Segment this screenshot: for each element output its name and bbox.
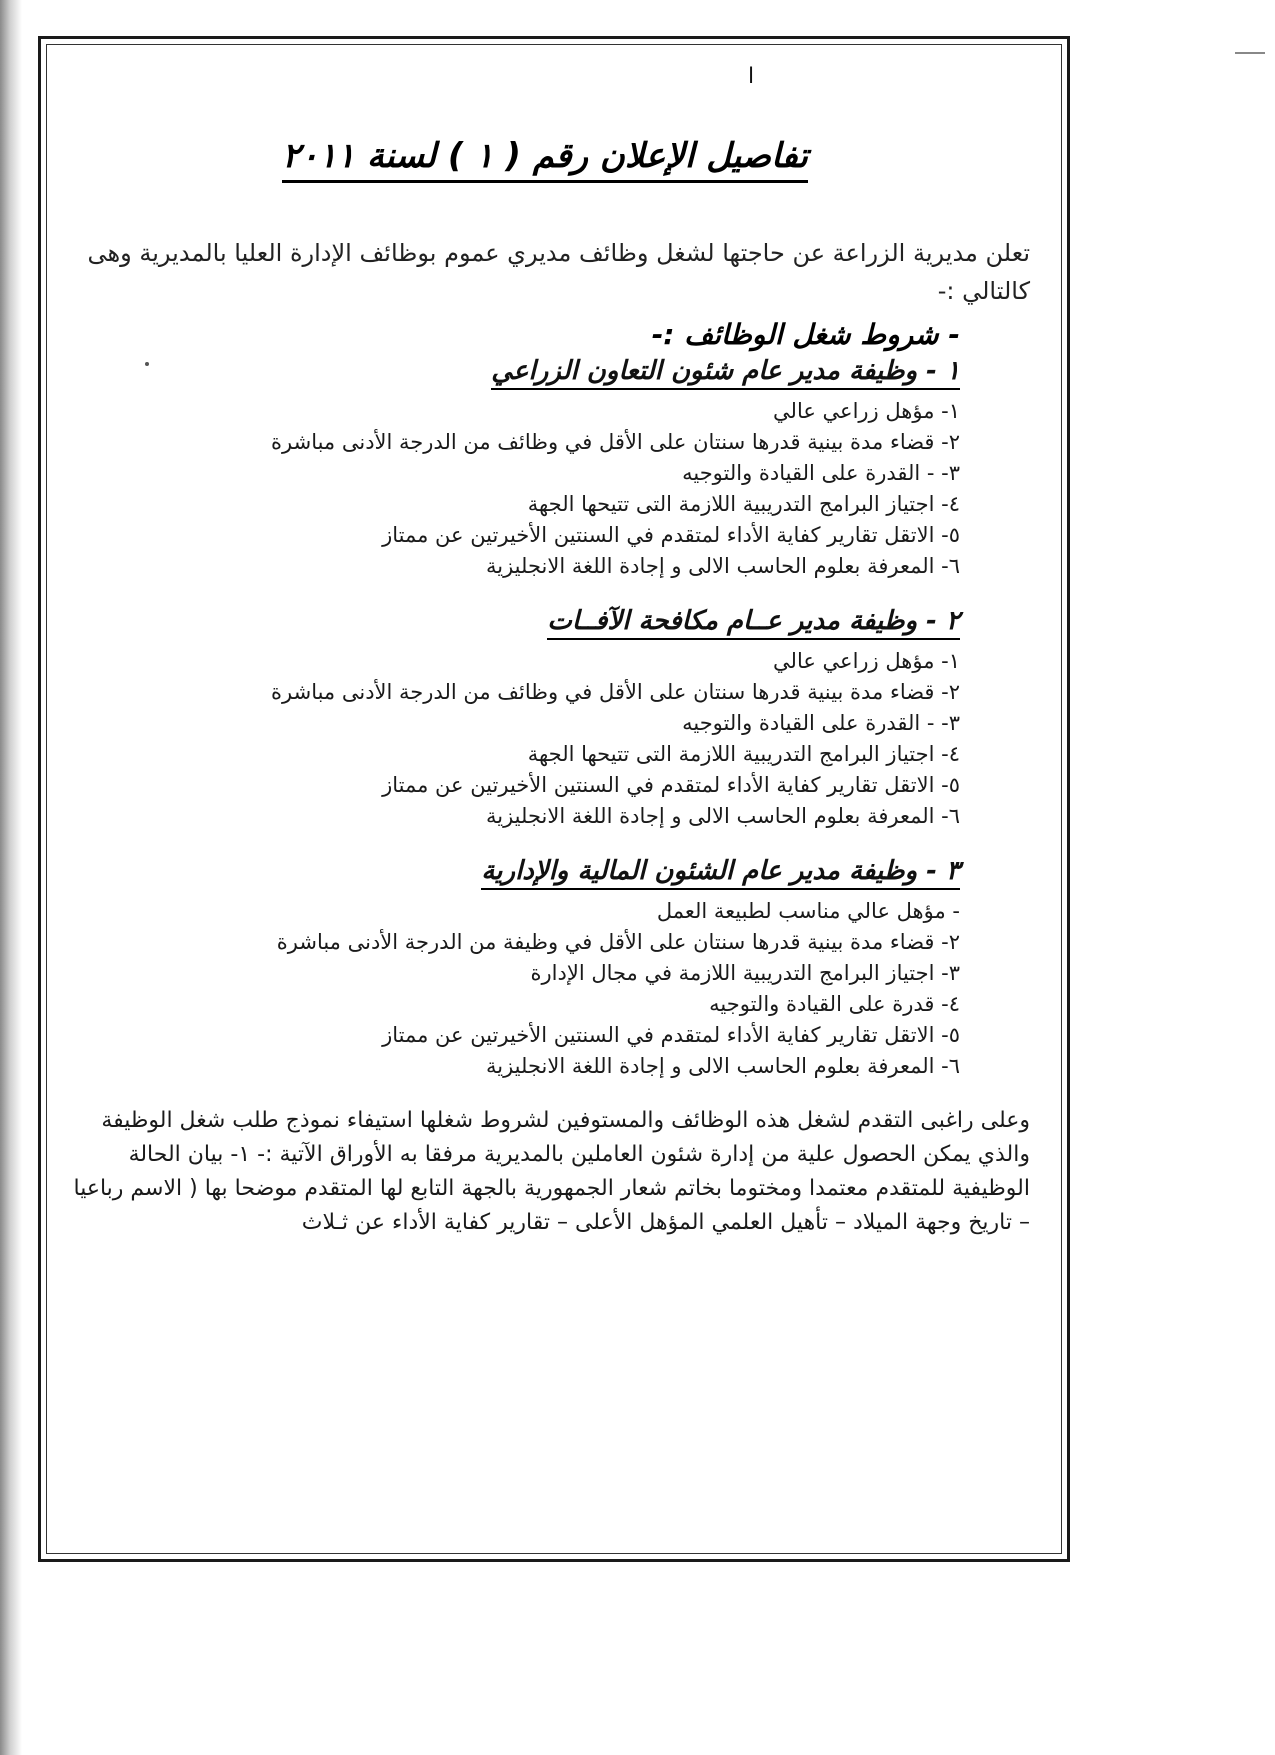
job-title-1: ١ - وظيفة مدير عام شئون التعاون الزراعي <box>491 356 960 390</box>
list-item: ٥- الاتقل تقارير كفاية الأداء لمتقدم في السنتين الأخيرتين عن ممتاز <box>382 523 960 547</box>
scan-speck <box>145 362 149 366</box>
list-item: ٦- المعرفة بعلوم الحاسب الالى و إجادة اللغة الانجليزية <box>485 554 960 578</box>
document-content <box>60 56 1030 1536</box>
list-item: ٣- اجتياز البرامج التدريبية اللازمة في مجال الإدارة <box>530 961 960 985</box>
scan-shadow <box>0 0 22 1755</box>
list-item: ٦- المعرفة بعلوم الحاسب الالى و إجادة اللغة الانجليزية <box>485 1054 960 1078</box>
list-item: ٥- الاتقل تقارير كفاية الأداء لمتقدم في السنتين الأخيرتين عن ممتاز <box>382 773 960 797</box>
list-item: ٣- - القدرة على القيادة والتوجيه <box>682 461 960 485</box>
list-item: ٣- - القدرة على القيادة والتوجيه <box>682 711 960 735</box>
document-title: تفاصيل الإعلان رقم ( ١ ) لسنة ٢٠١١ <box>60 136 1030 176</box>
list-item: ٦- المعرفة بعلوم الحاسب الالى و إجادة اللغة الانجليزية <box>485 804 960 828</box>
list-item: ٤- اجتياز البرامج التدريبية اللازمة التى تتيحها الجهة <box>527 742 960 766</box>
list-item: ٢- قضاء مدة بينية قدرها سنتان على الأقل في وظائف من الدرجة الأدنى مباشرة <box>271 430 960 454</box>
scan-speck <box>1235 52 1265 54</box>
list-item: - مؤهل عالي مناسب لطبيعة العمل <box>656 899 960 923</box>
conditions-heading: - شروط شغل الوظائف :- <box>651 318 960 351</box>
list-item: ٢- قضاء مدة بينية قدرها سنتان على الأقل في وظائف من الدرجة الأدنى مباشرة <box>271 680 960 704</box>
job-title-3: ٣ - وظيفة مدير عام الشئون المالية والإدارية <box>481 856 960 890</box>
job-section-3 <box>140 856 960 1082</box>
list-item: ٤- اجتياز البرامج التدريبية اللازمة التى تتيحها الجهة <box>527 492 960 516</box>
list-item: ١- مؤهل زراعي عالي <box>773 649 960 673</box>
list-item: ٥- الاتقل تقارير كفاية الأداء لمتقدم في السنتين الأخيرتين عن ممتاز <box>382 1023 960 1047</box>
list-item: ٢- قضاء مدة بينية قدرها سنتان على الأقل في وظيفة من الدرجة الأدنى مباشرة <box>276 930 960 954</box>
corner-mark: ا <box>748 64 755 89</box>
job-section-2 <box>140 606 960 832</box>
intro-paragraph: تعلن مديرية الزراعة عن حاجتها لشغل وظائف مديري عموم بوظائف الإدارة العليا بالمديرية وهى كالتالي :- <box>87 239 1030 305</box>
job-section-1 <box>140 356 960 582</box>
list-item: ١- مؤهل زراعي عالي <box>773 399 960 423</box>
closing-paragraph: وعلى راغبى التقدم لشغل هذه الوظائف والمستوفين لشروط شغلها استيفاء نموذج طلب شغل الوظيفة والذي يمكن الحصول علية من إدارة شئون العاملين بالمديرية مرفقا به الأوراق الآتية :- ١- بيان الحالة الوظيفية للمتقدم معتمدا ومختوما بخاتم شعار الجمهورية بالجهة التابع لها المتقدم موضحا بها ( الاسم رباعيا – تاريخ وجهة الميلاد – تأهيل العلمي المؤهل الأعلى – تقارير كفاية الأداء عن ثـلاث <box>73 1108 1030 1235</box>
job-title-2: ٢ - وظيفة مدير عــام مكافحة الآفــات <box>547 606 960 640</box>
list-item: ٤- قدرة على القيادة والتوجيه <box>709 992 960 1016</box>
